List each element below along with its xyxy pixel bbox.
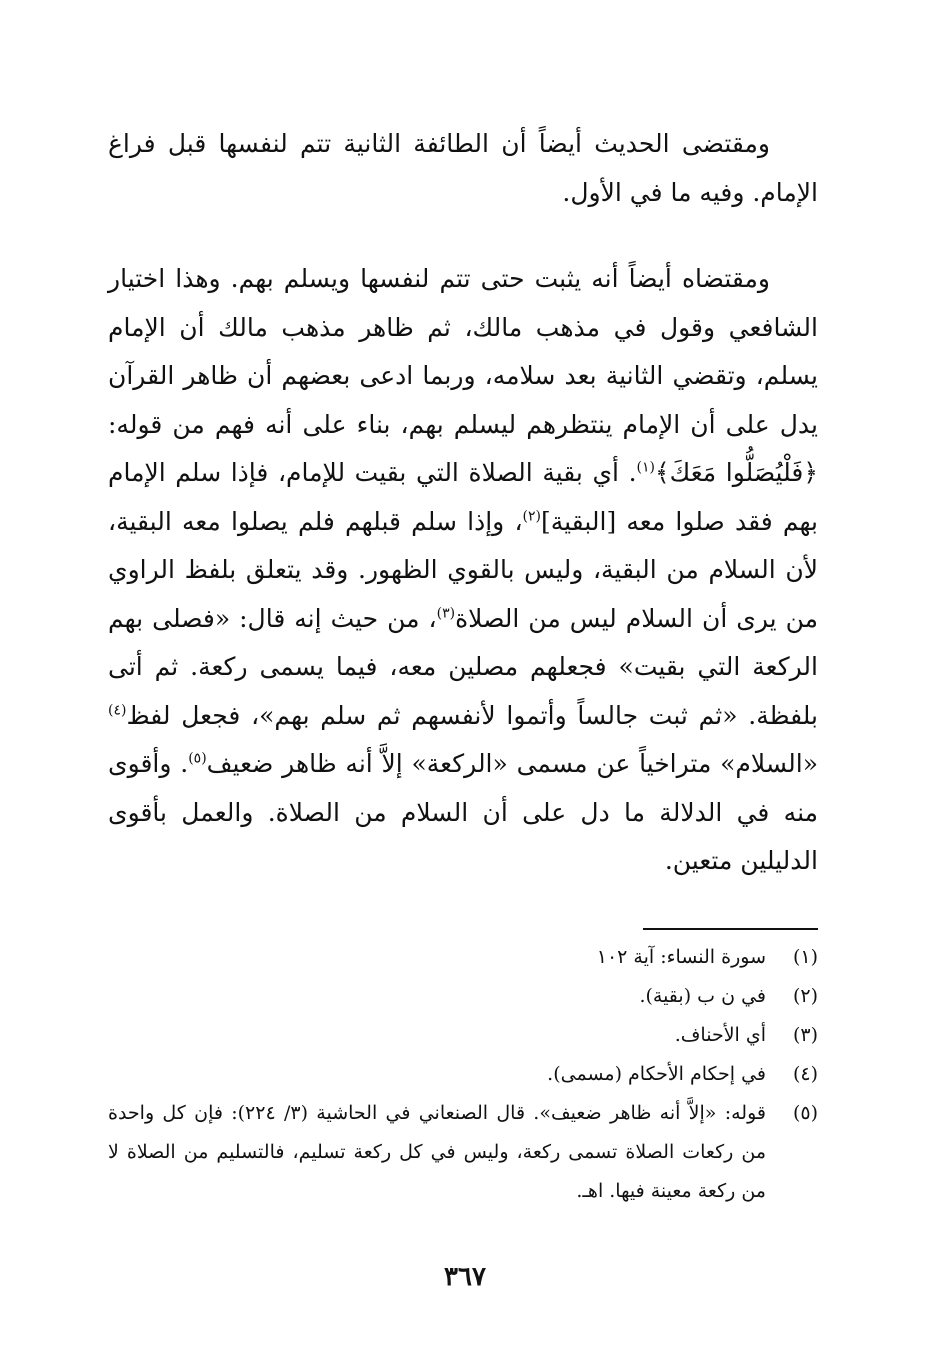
footnote-text: أي الأحناف. xyxy=(674,1024,766,1046)
paragraph-text xyxy=(108,255,818,886)
page-number: ٣٦٧ xyxy=(444,1262,486,1292)
footnote-ref-5: (٥) xyxy=(188,750,207,767)
paragraph-segment: . وأقوى منه في الدلالة ما دل على أن السلام من الصلاة. والعمل بأقوى الدليلين متعين. xyxy=(108,749,818,875)
footnote-ref-2: (٢) xyxy=(522,508,541,525)
footnote-1 xyxy=(108,938,818,977)
footnote-ref-1: (١) xyxy=(636,459,655,476)
footnote-5 xyxy=(108,1094,818,1211)
footnote-ref-3: (٣) xyxy=(436,605,456,622)
paragraph-segment: ، وإذا سلم قبلهم فلم يصلوا معه البقية، لأن السلام من البقية، وليس بالقوي الظهور. وقد يتعلق بلفظ الراوي من يرى أن السلام ليس من الصلاة xyxy=(108,506,819,633)
footnote-ref-4: (٤) xyxy=(108,702,127,719)
footnote-text: في ن ب (بقية). xyxy=(639,985,766,1007)
footnote-text: في إحكام الأحكام (مسمى). xyxy=(547,1063,766,1085)
footnote-number: (٤) xyxy=(792,1063,818,1085)
footnotes-section xyxy=(108,938,818,1211)
paragraph-segment: . أي بقية الصلاة التي بقيت للإمام، فإذا سلم الإمام بهم فقد صلوا معه [البقية] xyxy=(108,458,818,536)
body-paragraph-2 xyxy=(108,255,818,886)
footnote-number: (٥) xyxy=(792,1102,818,1124)
paragraph-segment: ، من حيث إنه قال: «فصلى بهم الركعة التي بقيت» فجعلهم مصلين معه، فيما يسمى ركعة. ثم أتى بلفظة. «ثم ثبت جالساً وأتموا لأنفسهم ثم سلم بهم»، فجعل لفظ xyxy=(108,603,818,730)
paragraph-segment: «السلام» متراخياً عن مسمى «الركعة» إلاَّ أنه ظاهر ضعيف xyxy=(206,749,818,778)
footnote-text: سورة النساء: آية ١٠٢ xyxy=(596,946,766,968)
footnote-text: قوله: «إلاَّ أنه ظاهر ضعيف». قال الصنعاني في الحاشية (٣/ ٢٢٤): فإن كل واحدة من ركعات الصلاة تسمى ركعة، وليس في كل ركعة تسليم، فالتسليم من الصلاة لا من ركعة معينة فيها. اهـ. xyxy=(108,1102,766,1202)
footnote-number: (١) xyxy=(792,946,818,968)
footnote-4 xyxy=(108,1055,818,1094)
footnote-3 xyxy=(108,1016,818,1055)
paragraph-segment: ومقتضاه أيضاً أنه يثبت حتى تتم لنفسها ويسلم بهم. وهذا اختيار الشافعي وقول في مذهب مالك، ثم ظاهر مذهب مالك أن الإمام يسلم، وتقضي الثانية بعد سلامه، وربما ادعى بعضهم أن ظاهر القرآن يدل على أن الإمام ينتظرهم ليسلم بهم، بناء على أنه فهم من قوله: ﴿فَلْيُصَلُّوا مَعَكَ﴾ xyxy=(108,264,818,487)
footnote-number: (٢) xyxy=(792,985,818,1007)
paragraph-text: ومقتضى الحديث أيضاً أن الطائفة الثانية تتم لنفسها قبل فراغ الإمام. وفيه ما في الأول. xyxy=(108,129,818,207)
footnote-divider xyxy=(643,928,818,930)
body-paragraph-1 xyxy=(108,120,818,217)
footnote-2 xyxy=(108,977,818,1016)
footnote-number: (٣) xyxy=(792,1024,818,1046)
